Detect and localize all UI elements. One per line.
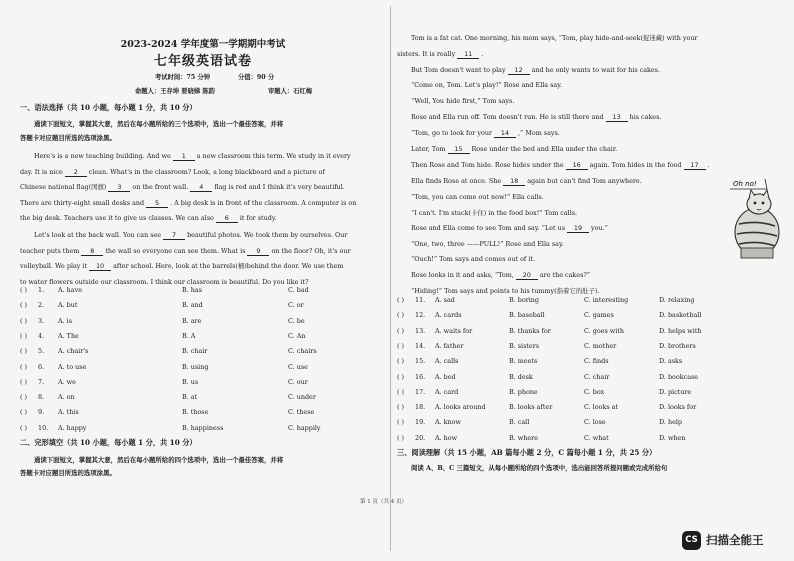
story-text: But Tom doesn't want to play — [411, 66, 506, 74]
option-d: D. help — [659, 418, 682, 427]
story-text: Tom is a fat cat. One morning, his mom says, “Tom, play hide-and-seek(捉迷藏) with your — [411, 34, 698, 42]
passage-text: There are thirty-eight small desks and — [20, 198, 145, 207]
option-d: D. brothers — [659, 341, 696, 350]
passage-text: after school. Here, look at the barrels(桶)behind the door. We use them — [113, 262, 344, 271]
story-line — [411, 209, 577, 217]
option-b: B. desk — [509, 372, 533, 381]
option-a: A. sad — [435, 296, 455, 304]
answer-blank: 13 — [606, 113, 628, 122]
question-number: 19. — [415, 418, 426, 427]
passage-text: clean. What's in the classroom? Look, a long blackboard and a picture of — [88, 167, 325, 176]
option-c: C. use — [288, 362, 308, 371]
answer-blank: 7 — [163, 231, 185, 240]
passage-line — [20, 199, 356, 208]
option-a: A. know — [435, 418, 461, 427]
passage-text: Let's look at the back wall. You can see — [34, 231, 162, 239]
passage-text: it for study. — [239, 214, 277, 223]
question-number: 20. — [415, 433, 426, 442]
answer-bracket[interactable]: ( ) — [397, 311, 405, 320]
answer-bracket[interactable]: ( ) — [20, 316, 28, 325]
option-c: C. our — [288, 377, 308, 386]
passage-text: volleyball. We play it — [20, 262, 88, 271]
question-number: 5. — [38, 347, 45, 356]
answer-bracket[interactable]: ( ) — [397, 341, 405, 350]
story-text: “Tom, you can come out now!” Ella calls. — [411, 193, 544, 201]
answer-blank: 6 — [216, 214, 238, 223]
option-c: C. An — [288, 331, 306, 340]
story-text: and he only wants to wait for his cakes. — [531, 66, 660, 74]
option-c: C. chairs — [288, 347, 317, 356]
setters: 命题人：王存坤 要晓娣 陈韵 — [135, 88, 215, 95]
option-d: D. bookcase — [659, 372, 699, 381]
story-line — [411, 177, 642, 186]
section2-instruction: 通读下面短文，掌握其大意，然后在每小题所给的四个选项中，选出一个最佳答案，并将 — [34, 456, 284, 464]
option-b: B. looks after — [509, 403, 553, 412]
passage-line — [34, 152, 351, 161]
story-line — [411, 240, 564, 248]
option-b: B. meets — [509, 357, 538, 366]
story-text: again. Tom hides in the food — [589, 161, 682, 169]
option-c: C. lose — [584, 418, 606, 427]
option-a: A. calls — [435, 357, 459, 366]
section2-instruction-2: 答题卡对应题目所选的选项涂黑。 — [20, 469, 116, 477]
story-line — [411, 145, 617, 154]
passage-line — [20, 183, 345, 192]
answer-bracket[interactable]: ( ) — [397, 387, 405, 396]
story-line — [411, 224, 608, 233]
option-a: A. we — [58, 377, 76, 386]
question-number: 18. — [415, 403, 426, 412]
answer-blank: 9 — [247, 247, 269, 256]
answer-bracket[interactable]: ( ) — [397, 433, 405, 442]
story-text: Rose looks in it and asks, “Tom, — [411, 271, 514, 279]
passage-text: teacher puts them — [20, 246, 80, 255]
answer-bracket[interactable]: ( ) — [397, 357, 405, 366]
left-column — [20, 0, 386, 561]
option-c: C. box — [584, 387, 605, 396]
option-d: D. picture — [659, 387, 692, 396]
story-text: you.” — [590, 224, 608, 232]
answer-bracket[interactable]: ( ) — [397, 372, 405, 381]
answer-blank: 20 — [516, 271, 538, 280]
passage-text: to water flowers outside our classroom. I think our classroom is beautiful. Do you like it? — [20, 277, 309, 286]
fat-cat-illustration — [727, 176, 785, 260]
option-b: B. where — [509, 433, 538, 442]
answer-bracket[interactable]: ( ) — [20, 408, 28, 417]
question-number: 12. — [415, 311, 426, 320]
story-line — [411, 193, 544, 201]
story-text: “Tom, go to look for your — [411, 129, 492, 137]
option-b: B. boring — [509, 296, 540, 304]
answer-blank: 19 — [567, 224, 589, 233]
option-c: C. mother — [584, 341, 617, 350]
question-number: 6. — [38, 362, 45, 371]
option-d: D. when — [659, 433, 686, 442]
reviewer: 审题人：石红梅 — [268, 88, 313, 95]
option-c: C. under — [288, 393, 316, 402]
story-line — [411, 161, 710, 170]
option-b: B. at — [182, 393, 198, 402]
section1-instruction-2: 答题卡对应题目所选的选项涂黑。 — [20, 134, 116, 142]
story-text: “Hiding!” Tom says and points to his tummy(指着它的肚子). — [411, 287, 600, 295]
section3-heading: 三、阅读理解（共 15 小题，AB 篇每小题 2 分，C 篇每小题 1 分，共 25 分） — [397, 448, 657, 457]
option-a: A. how — [435, 433, 458, 442]
story-text: sisters. It is really — [397, 50, 456, 58]
passage-text: the wall so everyone can see them. What is — [105, 246, 246, 255]
camscanner-icon: CS — [682, 531, 701, 550]
answer-bracket[interactable]: ( ) — [397, 296, 405, 304]
story-text: Then Rose and Tom hide. Rose hides under the — [411, 161, 564, 169]
cat-sign-text: Oh no! — [733, 180, 757, 188]
option-a: A. bed — [435, 372, 456, 381]
story-text: Ella finds Rose at once. She — [411, 177, 502, 185]
option-c: C. interesting — [584, 296, 629, 304]
option-a: A. on — [58, 393, 75, 402]
option-d: D. basketball — [659, 311, 702, 320]
story-text: Rose under the bed and Ella under the chair. — [471, 145, 618, 153]
page-number: 第 1 页（共 4 页） — [360, 499, 407, 505]
section2-heading: 二、完形填空（共 10 小题，每小题 1 分，共 10 分） — [20, 438, 197, 447]
option-a: A. to use — [58, 362, 87, 371]
story-text: “Come on, Tom. Let's play!” Rose and Ella say. — [411, 81, 562, 89]
passage-text: a new classroom this term. We study in it every — [196, 152, 351, 160]
passage-line — [20, 168, 325, 177]
story-text: “I can't. I'm stuck(卡住) in the food box!” Tom calls. — [411, 209, 578, 217]
story-line — [411, 271, 590, 280]
option-c: C. these — [288, 408, 315, 417]
answer-blank: 5 — [146, 199, 168, 208]
option-a: A. waits for — [435, 326, 473, 335]
exam-title: 2023-2024 学年度第一学期期中考试 — [120, 39, 286, 50]
question-number: 11. — [415, 296, 426, 304]
answer-bracket[interactable]: ( ) — [20, 377, 28, 386]
column-divider — [390, 6, 391, 551]
option-a: A. The — [58, 331, 79, 340]
answer-bracket[interactable]: ( ) — [397, 326, 405, 335]
option-b: B. are — [182, 316, 202, 325]
option-b: B. A — [182, 331, 196, 340]
passage-text: Chinese national flag(国旗) — [20, 183, 107, 192]
option-a: A. card — [435, 387, 459, 396]
option-d: D. looks for — [659, 403, 697, 412]
answer-blank: 14 — [494, 129, 516, 138]
answer-bracket[interactable]: ( ) — [20, 347, 28, 356]
answer-blank: 3 — [108, 183, 130, 192]
option-a: A. have — [58, 286, 82, 294]
passage-text: on the front wall. — [132, 183, 189, 192]
answer-bracket[interactable]: ( ) — [397, 403, 405, 412]
exam-subtitle: 七年级英语试卷 — [153, 54, 252, 69]
option-c: C. what — [584, 433, 609, 442]
question-number: 9. — [38, 408, 45, 417]
answer-blank: 16 — [566, 161, 588, 170]
exam-score: 分值：90 分 — [238, 74, 275, 81]
scanner-label: 扫描全能王 — [706, 533, 764, 547]
passage-line — [20, 278, 309, 286]
story-text: “Well, You hide first,” Tom says. — [411, 97, 515, 105]
section1-instruction: 通读下面短文，掌握其大意，然后在每小题所给的三个选项中，选出一个最佳答案，并将 — [34, 120, 284, 128]
story-text: “Ouch!” Tom says and comes out of it. — [411, 255, 535, 263]
answer-blank: 1 — [173, 152, 195, 161]
story-line — [411, 81, 562, 89]
option-b: B. those — [182, 408, 209, 417]
story-line — [411, 129, 560, 138]
answer-bracket[interactable]: ( ) — [20, 362, 28, 371]
passage-text: day. It is nice — [20, 167, 63, 176]
option-b: B. sisters — [509, 341, 540, 350]
answer-bracket[interactable]: ( ) — [20, 423, 28, 432]
option-c: C. bad — [288, 286, 309, 294]
passage-text: on the floor? Oh, it's our — [271, 246, 351, 255]
story-line — [411, 113, 661, 122]
option-c: C. goes with — [584, 326, 624, 335]
story-text: “One, two, three ——PULL!” Rose and Ella say. — [411, 240, 564, 248]
option-b: B. thanks for — [509, 326, 551, 335]
option-d: D. asks — [659, 357, 683, 366]
story-text: are the cakes?” — [539, 271, 591, 279]
answer-blank: 15 — [448, 145, 470, 154]
story-line — [411, 287, 600, 295]
passage-line — [20, 214, 277, 223]
question-number: 17. — [415, 387, 426, 396]
question-number: 16. — [415, 372, 426, 381]
story-text: again but can't find Tom anywhere. — [527, 177, 642, 185]
question-number: 14. — [415, 341, 426, 350]
story-text: . — [481, 50, 484, 58]
option-b: B. has — [182, 286, 202, 294]
section3-instruction: 阅读 A、B、C 三篇短文，从每小题所给的四个选项中，选出能回答所提问题或完成所给句 — [411, 464, 668, 472]
answer-blank: 11 — [457, 50, 479, 59]
answer-blank: 10 — [89, 262, 111, 271]
story-text: . — [707, 161, 710, 169]
answer-bracket[interactable]: ( ) — [20, 301, 28, 310]
passage-line — [34, 231, 347, 240]
option-b: B. chair — [182, 347, 208, 356]
answer-blank: 12 — [508, 66, 530, 75]
option-d: D. relaxing — [659, 296, 695, 304]
option-b: B. baseball — [509, 311, 545, 320]
passage-line — [20, 262, 343, 271]
exam-time: 考试时间：75 分钟 — [155, 74, 211, 81]
section1-heading: 一、语法选择（共 10 小题，每小题 1 分，共 10 分） — [20, 103, 197, 112]
option-b: B. phone — [509, 387, 538, 396]
answer-blank: 18 — [503, 177, 525, 186]
story-line — [397, 50, 483, 59]
option-a: A. looks around — [435, 403, 486, 412]
option-c: C. looks at — [584, 403, 619, 412]
option-a: A. father — [435, 341, 464, 350]
question-number: 10. — [38, 423, 49, 432]
option-a: A. happy — [58, 423, 87, 432]
option-d: D. helps with — [659, 326, 702, 335]
story-line — [411, 34, 698, 42]
answer-blank: 8 — [81, 247, 103, 256]
question-number: 4. — [38, 331, 45, 340]
option-b: B. using — [182, 362, 209, 371]
option-b: B. call — [509, 418, 530, 427]
answer-bracket[interactable]: ( ) — [20, 286, 28, 294]
answer-blank: 2 — [65, 168, 87, 177]
option-c: C. finds — [584, 357, 609, 366]
passage-text: . A big desk is in front of the classroom. A computer is on — [170, 198, 357, 207]
right-column — [397, 0, 775, 561]
option-c: C. games — [584, 311, 614, 320]
story-text: Rose and Ella come to see Tom and say. “Let us — [411, 224, 565, 232]
answer-bracket[interactable]: ( ) — [20, 331, 28, 340]
option-b: B. and — [182, 301, 203, 310]
option-a: A. this — [58, 408, 79, 417]
passage-text: beautiful photos. We took them by ourselves. Our — [187, 231, 348, 239]
question-number: 3. — [38, 316, 45, 325]
option-c: C. happily — [288, 423, 321, 432]
story-line — [411, 66, 660, 75]
story-text: Rose and Ella run off. Tom doesn't run. He is still there and — [411, 113, 604, 121]
passage-text: Here's is a new teaching building. And we — [34, 152, 171, 160]
answer-blank: 17 — [684, 161, 706, 170]
option-b: B. us — [182, 377, 199, 386]
option-c: C. or — [288, 301, 304, 310]
passage-text: flag is red and I think it's very beautiful. — [214, 183, 345, 192]
scanner-watermark — [682, 527, 788, 553]
story-line — [411, 97, 514, 105]
question-number: 1. — [38, 286, 45, 294]
story-line — [411, 255, 535, 263]
story-text: ,” Mom says. — [518, 129, 560, 137]
story-text: his cakes. — [629, 113, 662, 121]
option-a: A. but — [58, 301, 78, 310]
option-c: C. chair — [584, 372, 610, 381]
option-c: C. be — [288, 316, 305, 325]
answer-bracket[interactable]: ( ) — [397, 418, 405, 427]
question-number: 2. — [38, 301, 45, 310]
passage-line — [20, 247, 351, 256]
answer-bracket[interactable]: ( ) — [20, 393, 28, 402]
question-number: 7. — [38, 377, 45, 386]
option-a: A. cards — [435, 311, 462, 320]
option-a: A. is — [58, 316, 73, 325]
option-a: A. chair's — [58, 347, 89, 356]
story-text: Later, Tom — [411, 145, 446, 153]
question-number: 13. — [415, 326, 426, 335]
question-number: 15. — [415, 357, 426, 366]
question-number: 8. — [38, 393, 45, 402]
answer-blank: 4 — [190, 183, 212, 192]
passage-text: the big desk. Teachers use it to give us classes. We can also — [20, 214, 214, 223]
option-b: B. happiness — [182, 423, 224, 432]
